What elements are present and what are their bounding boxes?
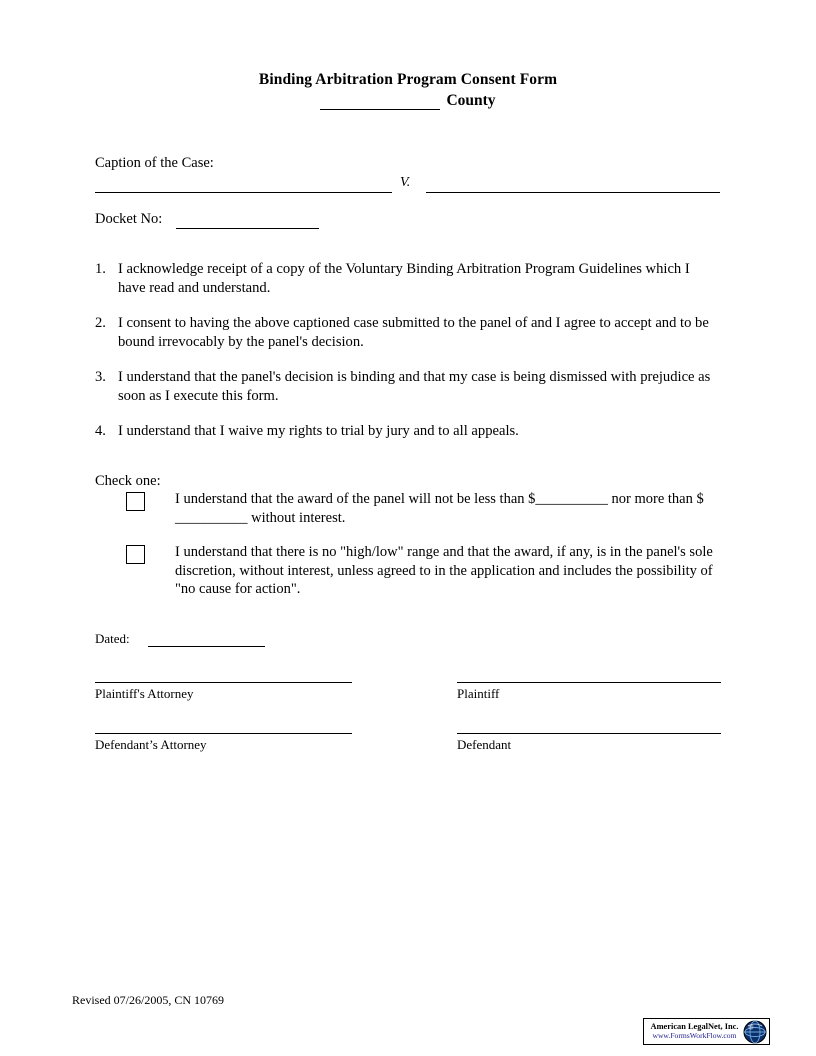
list-item [95, 368, 720, 406]
plaintiff-attorney-signature-field[interactable] [95, 682, 352, 683]
check-one-label: Check one: [95, 473, 161, 489]
checkbox-no-high-low-range[interactable] [126, 545, 145, 564]
list-item-number: 1. [95, 261, 106, 277]
american-legalnet-badge[interactable] [643, 1018, 770, 1045]
checkbox-high-low-range[interactable] [126, 492, 145, 511]
defendant-label: Defendant [457, 737, 512, 752]
legalnet-url[interactable]: www.FormsWorkFlow.com [652, 1030, 737, 1040]
county-label: County [446, 92, 496, 109]
list-item [95, 422, 720, 441]
county-line [96, 90, 720, 112]
list-item-number: 2. [95, 315, 106, 331]
title-line-1: Binding Arbitration Program Consent Form [258, 71, 558, 88]
check-option-1-row [126, 490, 726, 527]
check-option-2-row [126, 543, 726, 599]
check-option-1-part-1: I understand that the award of the panel will not be less than $ [175, 491, 536, 507]
dated-field[interactable] [148, 646, 265, 647]
defendant-attorney-label: Defendant’s Attorney [95, 737, 207, 752]
defendant-attorney-signature-field[interactable] [95, 733, 352, 734]
check-option-2-text: I understand that there is no "high/low" range and that the award, if any, is in the panel's sole discretion, without interest, unless agreed to in the application and includes the possibility of "no cause for action". [175, 544, 713, 598]
docket-label: Docket No: [95, 211, 163, 227]
globe-icon [743, 1020, 767, 1044]
list-item [95, 260, 720, 298]
caption-defendant-field[interactable] [426, 192, 720, 193]
plaintiff-attorney-label: Plaintiff's Attorney [95, 686, 194, 701]
docket-number-field[interactable] [176, 228, 319, 229]
defendant-signature-field[interactable] [457, 733, 721, 734]
list-item-number: 4. [95, 423, 106, 439]
county-blank-field[interactable] [320, 95, 440, 110]
dated-label: Dated: [95, 631, 130, 646]
award-minimum-field[interactable]: __________ [535, 491, 608, 507]
caption-label: Caption of the Case: [95, 155, 214, 171]
check-option-2[interactable] [126, 543, 726, 599]
check-option-1[interactable] [126, 490, 726, 527]
revision-note: Revised 07/26/2005, CN 10769 [72, 993, 224, 1007]
list-item-text: I understand that I waive my rights to trial by jury and to all appeals. [118, 423, 519, 439]
check-option-1-part-3: without interest. [247, 509, 346, 526]
legalnet-company-name: American LegalNet, Inc. [650, 1022, 739, 1032]
list-item-text: I understand that the panel's decision is binding and that my case is being dismissed with prejudice as soon as I execute this form. [118, 369, 711, 404]
check-option-1-text [175, 490, 726, 527]
check-option-1-part-2: nor more than $ [607, 491, 704, 507]
award-maximum-field[interactable]: __________ [175, 509, 248, 526]
list-item [95, 314, 720, 352]
plaintiff-signature-field[interactable] [457, 682, 721, 683]
numbered-list [95, 260, 720, 457]
list-item-number: 3. [95, 369, 106, 385]
legalnet-text [644, 1023, 743, 1040]
versus-label: V. [400, 175, 411, 190]
plaintiff-label: Plaintiff [457, 686, 500, 701]
list-item-text: I consent to having the above captioned case submitted to the panel of and I agree to accept and to be bound irrevocably by the panel's decision. [118, 315, 709, 350]
caption-plaintiff-field[interactable] [95, 192, 392, 193]
document-title [96, 70, 720, 112]
list-item-text: I acknowledge receipt of a copy of the Voluntary Binding Arbitration Program Guidelines which I have read and understand. [118, 261, 690, 296]
